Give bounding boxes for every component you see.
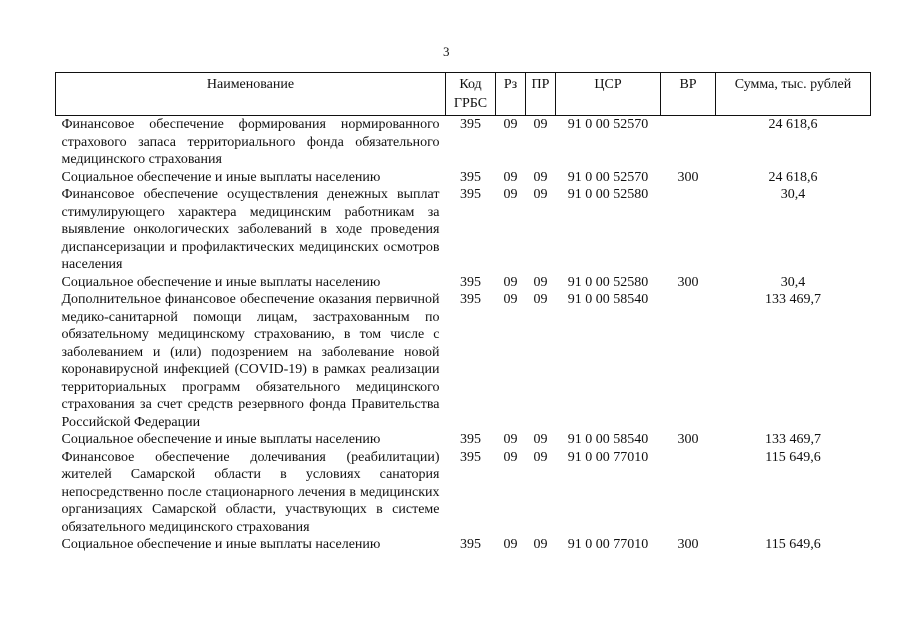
table-row bbox=[56, 116, 871, 169]
table-row bbox=[56, 186, 871, 274]
cell-sum: 115 649,6 bbox=[765, 449, 821, 465]
cell-rz: 09 bbox=[503, 449, 518, 465]
cell-csr: 91 0 00 52580 bbox=[567, 187, 649, 202]
cell-vr bbox=[661, 449, 716, 537]
cell-name: Социальное обеспечение и иные выплаты населению bbox=[61, 537, 381, 552]
cell-pr: 09 bbox=[533, 432, 548, 447]
cell-kod: 395 bbox=[460, 169, 481, 185]
table-row bbox=[56, 291, 871, 431]
cell-name: Дополнительное финансовое обеспечение оказания первичной медико-санитарной помощи лицам, застрахованным по обязательному медицинскому страхованию, в том числе с заболеванием и (или) подозрением на заболевание новой коронавирусной инфекцией (COVID-19) в рамках реализации территориальных программ обязательного медицинского страхования за счет средств резервного фонда Правительства Российской Федерации bbox=[61, 292, 440, 430]
header-pr: ПР bbox=[526, 73, 556, 116]
page-number: 3 bbox=[443, 44, 450, 59]
cell-pr: 09 bbox=[533, 117, 548, 132]
cell-rz: 09 bbox=[503, 292, 518, 307]
cell-name: Финансовое обеспечение долечивания (реабилитации) жителей Самарской области в условиях санатория непосредственно после стационарного лечения в медицинских организациях Самарской области, участвующих в системе обязательного медицинского страхования bbox=[61, 449, 440, 535]
cell-csr: 91 0 00 77010 bbox=[567, 537, 649, 552]
cell-rz: 09 bbox=[503, 187, 518, 202]
cell-name: Социальное обеспечение и иные выплаты населению bbox=[61, 432, 381, 447]
cell-sum: 30,4 bbox=[780, 187, 806, 202]
cell-sum: 24 618,6 bbox=[768, 169, 818, 185]
cell-name: Финансовое обеспечение осуществления денежных выплат стимулирующего характера медицинским работникам за выявление онкологических заболеваний в ходе проведения диспансеризации и профилактических медицинских осмотров населения bbox=[61, 187, 440, 272]
cell-sum: 30,4 bbox=[780, 274, 806, 290]
cell-sum: 24 618,6 bbox=[768, 117, 818, 132]
cell-kod: 395 bbox=[460, 274, 481, 290]
cell-csr: 91 0 00 52570 bbox=[567, 169, 649, 185]
cell-vr bbox=[661, 186, 716, 274]
header-rz: Рз bbox=[496, 73, 526, 116]
cell-csr: 91 0 00 52570 bbox=[567, 117, 649, 132]
table-row bbox=[56, 274, 871, 292]
cell-csr: 91 0 00 58540 bbox=[567, 292, 649, 307]
cell-pr: 09 bbox=[533, 537, 548, 552]
header-vr: ВР bbox=[661, 73, 716, 116]
header-kod: Код ГРБС bbox=[446, 73, 496, 116]
cell-name: Социальное обеспечение и иные выплаты населению bbox=[61, 274, 381, 290]
cell-rz: 09 bbox=[503, 432, 518, 447]
table-body bbox=[56, 116, 871, 554]
table-row bbox=[56, 169, 871, 187]
cell-sum: 133 469,7 bbox=[765, 432, 821, 447]
table-row bbox=[56, 449, 871, 537]
cell-csr: 91 0 00 58540 bbox=[567, 432, 649, 447]
cell-kod: 395 bbox=[460, 432, 481, 447]
cell-name: Финансовое обеспечение формирования нормированного страхового запаса территориального фонда обязательного медицинского страхования bbox=[61, 117, 440, 167]
cell-vr bbox=[661, 291, 716, 431]
cell-name: Социальное обеспечение и иные выплаты населению bbox=[61, 169, 381, 185]
cell-rz: 09 bbox=[503, 274, 518, 290]
cell-kod: 395 bbox=[460, 537, 481, 552]
cell-kod: 395 bbox=[460, 292, 481, 307]
cell-sum: 133 469,7 bbox=[765, 292, 821, 307]
table-row bbox=[56, 536, 871, 554]
cell-rz: 09 bbox=[503, 169, 518, 185]
cell-rz: 09 bbox=[503, 537, 518, 552]
header-csr: ЦСР bbox=[556, 73, 661, 116]
cell-pr: 09 bbox=[533, 169, 548, 185]
cell-pr: 09 bbox=[533, 187, 548, 202]
cell-pr: 09 bbox=[533, 449, 548, 465]
header-name: Наименование bbox=[56, 73, 446, 116]
cell-pr: 09 bbox=[533, 292, 548, 307]
header-row bbox=[56, 73, 871, 116]
cell-csr: 91 0 00 77010 bbox=[567, 449, 649, 465]
cell-vr: 300 bbox=[677, 274, 699, 290]
header-sum: Сумма, тыс. рублей bbox=[716, 73, 871, 116]
cell-vr bbox=[661, 116, 716, 169]
cell-csr: 91 0 00 52580 bbox=[567, 274, 649, 290]
cell-vr: 300 bbox=[677, 432, 699, 447]
cell-kod: 395 bbox=[460, 449, 481, 465]
cell-sum: 115 649,6 bbox=[765, 537, 821, 552]
budget-table bbox=[55, 72, 871, 554]
cell-pr: 09 bbox=[533, 274, 548, 290]
cell-vr: 300 bbox=[677, 169, 699, 185]
cell-kod: 395 bbox=[460, 117, 481, 132]
table-row bbox=[56, 431, 871, 449]
cell-rz: 09 bbox=[503, 117, 518, 132]
cell-kod: 395 bbox=[460, 187, 481, 202]
cell-vr: 300 bbox=[677, 537, 699, 552]
table-header bbox=[56, 73, 871, 116]
